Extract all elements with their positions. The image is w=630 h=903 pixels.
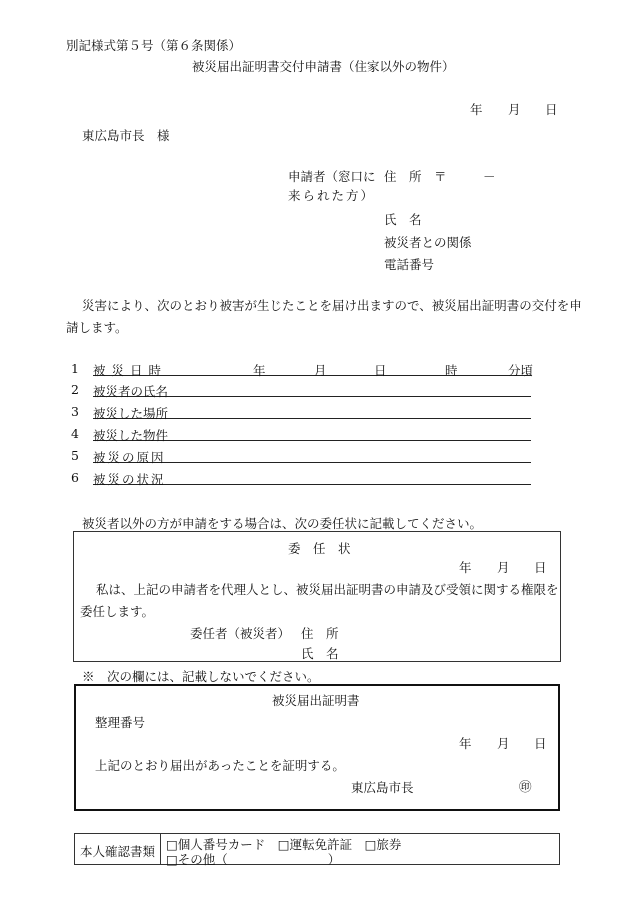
office-note: ※ 次の欄には、記載しないでください。 xyxy=(82,669,320,684)
intro-text-2: 請します。 xyxy=(66,320,128,335)
addressee: 東広島市長 様 xyxy=(82,128,170,143)
certificate-statement: 上記のとおり届出があったことを証明する。 xyxy=(95,758,345,773)
proxy-title: 委 任 状 xyxy=(288,541,351,556)
id-docs-label: 本人確認書類 xyxy=(80,844,156,859)
item-label: 被災者の氏名 xyxy=(93,384,169,399)
intro-text: 災害により、次のとおり被害が生じたことを届け出ますので、被災届出証明書の交付を申 xyxy=(82,298,582,313)
datetime-day: 日 xyxy=(374,363,387,378)
date-day: 日 xyxy=(545,102,558,117)
relation-label: 被災者との関係 xyxy=(384,235,472,250)
item-label: 被災した場所 xyxy=(93,406,169,421)
certificate-date-year: 年 xyxy=(459,736,472,751)
item-number: 4 xyxy=(71,426,79,441)
delegator-address-label: 住 所 xyxy=(301,626,339,641)
id-docs-other: □その他（ ） xyxy=(166,852,341,867)
seal-mark: ㊞ xyxy=(519,779,532,794)
proxy-date-day: 日 xyxy=(534,560,547,575)
proxy-date-month: 月 xyxy=(497,560,510,575)
postal-dash: － xyxy=(483,169,496,184)
datetime-month: 月 xyxy=(314,363,327,378)
certificate-date-day: 日 xyxy=(534,736,547,751)
datetime-hour: 時 xyxy=(445,363,458,378)
phone-label: 電話番号 xyxy=(384,257,435,272)
form-title: 被災届出証明書交付申請書（住家以外の物件） xyxy=(192,59,455,74)
datetime-year: 年 xyxy=(253,363,266,378)
item-number: 1 xyxy=(71,361,79,376)
proxy-date-year: 年 xyxy=(459,560,472,575)
datetime-minute: 分頃 xyxy=(508,363,534,378)
certificate-date-month: 月 xyxy=(497,736,510,751)
applicant-address-label: 住 所 xyxy=(384,169,422,184)
applicant-label-2: 来られた方） xyxy=(288,188,376,203)
item-number: 3 xyxy=(71,404,79,419)
id-docs-options: □個人番号カード □運転免許証 □旅券 xyxy=(166,837,402,852)
item-number: 5 xyxy=(71,448,79,463)
form-number: 別記様式第５号（第６条関係） xyxy=(66,38,242,53)
id-docs-divider xyxy=(160,833,161,865)
item-label: 被災の状況 xyxy=(93,472,166,487)
delegator-label: 委任者（被災者） xyxy=(190,626,291,641)
certificate-title: 被災届出証明書 xyxy=(272,693,360,708)
proxy-body-2: 委任します。 xyxy=(80,604,155,619)
item-label: 被災の原因 xyxy=(93,450,166,465)
proxy-note: 被災者以外の方が申請をする場合は、次の委任状に記載してください。 xyxy=(82,516,483,531)
proxy-body: 私は、上記の申請者を代理人とし、被災届出証明書の申請及び受領に関する権限を xyxy=(96,582,559,597)
applicant-label: 申請者（窓口に xyxy=(288,169,376,184)
item-number: 2 xyxy=(71,382,79,397)
reference-number-label: 整理番号 xyxy=(95,715,146,730)
item-number: 6 xyxy=(71,470,79,485)
date-month: 月 xyxy=(508,102,521,117)
delegator-name-label: 氏 名 xyxy=(301,646,339,661)
item-label: 被災した物件 xyxy=(93,428,169,443)
item-label: 被災日時 xyxy=(93,363,168,378)
issuer: 東広島市長 xyxy=(351,780,414,795)
date-year: 年 xyxy=(470,102,483,117)
postal-mark: 〒 xyxy=(434,169,447,184)
applicant-name-label: 氏 名 xyxy=(384,212,422,227)
